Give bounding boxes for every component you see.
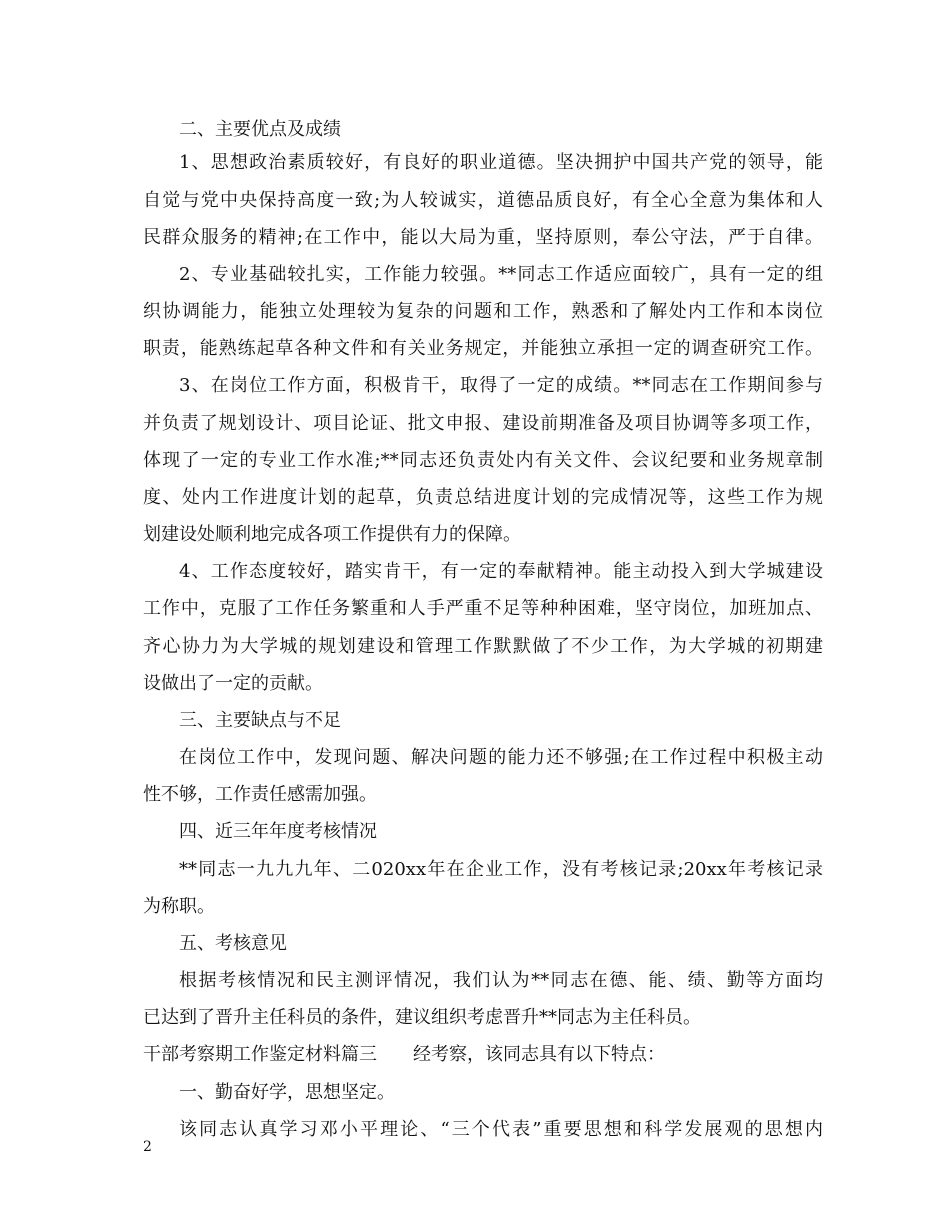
paragraph-line: 并负责了规划设计、项目论证、批文申报、建设前期准备及项目协调等多项工作， [143, 413, 823, 434]
paragraph-line: 已达到了晋升主任科员的条件，建议组织考虑晋升**同志为主任科员。 [143, 1007, 701, 1028]
paragraph-line: 根据考核情况和民主测评情况，我们认为**同志在德、能、绩、勤等方面均 [179, 970, 823, 991]
paragraph-line: 在岗位工作中，发现问题、解决问题的能力还不够强;在工作过程中积极主动 [179, 747, 823, 768]
paragraph-line: 3、在岗位工作方面，积极肯干，取得了一定的成绩。**同志在工作期间参与 [179, 375, 823, 396]
paragraph-line: 划建设处顺利地完成各项工作提供有力的保障。 [143, 524, 521, 545]
paragraph-line: 民群众服务的精神;在工作中，能以大局为重，坚持原则，奉公守法，严于自律。 [143, 227, 823, 248]
page-number: 2 [143, 1139, 152, 1155]
section-heading: 五、考核意见 [179, 933, 287, 954]
paragraph-line: 自觉与党中央保持高度一致;为人较诚实，道德品质良好，有全心全意为集体和人 [143, 190, 823, 211]
section-heading: 一、勤奋好学，思想坚定。 [179, 1082, 395, 1103]
paragraph-line: 设做出了一定的贡献。 [143, 673, 323, 694]
paragraph-line: 齐心协力为大学城的规划建设和管理工作默默做了不少工作，为大学城的初期建 [143, 636, 823, 657]
paragraph-line: 职责，能熟练起草各种文件和有关业务规定，并能独立承担一定的调查研究工作。 [143, 338, 823, 359]
paragraph-line: 织协调能力，能独立处理较为复杂的问题和工作，熟悉和了解处内工作和本岗位 [143, 301, 823, 322]
paragraph-line: 1、思想政治素质较好，有良好的职业道德。坚决拥护中国共产党的领导，能 [179, 152, 823, 173]
paragraph-line: 体现了一定的专业工作水准;**同志还负责处内有关文件、会议纪要和业务规章制 [143, 450, 823, 471]
paragraph-line: 为称职。 [143, 896, 215, 917]
paragraph-line: 2、专业基础较扎实，工作能力较强。**同志工作适应面较广，具有一定的组 [179, 264, 823, 285]
paragraph-line: 性不够，工作责任感需加强。 [143, 784, 377, 805]
section-heading: 三、主要缺点与不足 [179, 710, 341, 731]
article-heading-line: 干部考察期工作鉴定材料篇三 经考察，该同志具有以下特点： [143, 1044, 665, 1065]
paragraph-line: 工作中，克服了工作任务繁重和人手严重不足等种种困难，坚守岗位，加班加点、 [143, 598, 823, 619]
paragraph-line: 该同志认真学习邓小平理论、“三个代表”重要思想和科学发展观的思想内 [179, 1119, 823, 1140]
section-heading: 二、主要优点及成绩 [179, 119, 341, 140]
paragraph-line: 度、处内工作进度计划的起草，负责总结进度计划的完成情况等，这些工作为规 [143, 487, 823, 508]
section-heading: 四、近三年年度考核情况 [179, 821, 377, 842]
paragraph-line: 4、工作态度较好，踏实肯干，有一定的奉献精神。能主动投入到大学城建设 [179, 561, 823, 582]
paragraph-line: **同志一九九九年、二020xx年在企业工作，没有考核记录;20xx年考核记录 [179, 859, 823, 880]
